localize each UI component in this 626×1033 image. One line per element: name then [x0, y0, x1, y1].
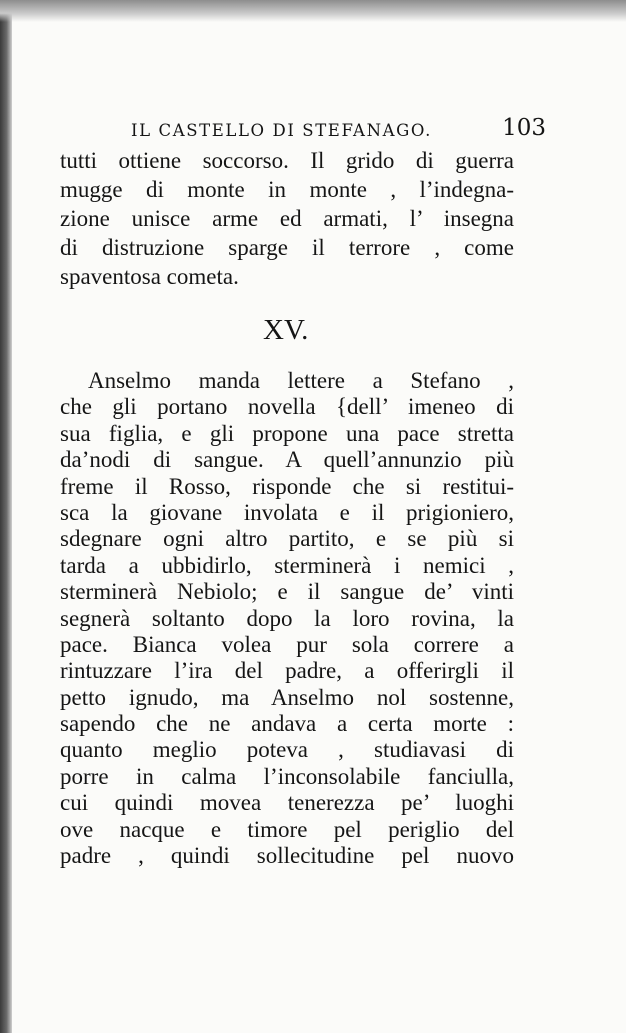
page-binding-edge	[0, 0, 12, 1033]
text-line: quanto meglio poteva , studiavasi di	[60, 737, 514, 763]
running-title: IL CASTELLO DI STEFANAGO.	[131, 121, 432, 140]
text-line: porre in calma l’inconsolabile fanciulla,	[60, 763, 514, 789]
paragraph-main	[60, 368, 514, 898]
chapter-heading: XV.	[263, 314, 309, 346]
text-line: sdegnare ogni altro partito, e se più si	[60, 526, 514, 552]
text-line: zione unisce arme ed armati, l’ insegna	[60, 206, 514, 231]
text-line: padre , quindi sollecitudine pel nuovo	[60, 843, 514, 869]
text-line: rintuzzare l’ira del padre, a offerirgli il	[60, 658, 514, 684]
text-line: freme il Rosso, risponde che si restitui-	[60, 473, 514, 499]
text-line: sca la giovane involata e il prigioniero,	[60, 499, 514, 525]
text-line: da’nodi di sangue. A quell’annunzio più	[60, 447, 514, 473]
page-top-edge	[0, 0, 626, 22]
text-line: di distruzione sparge il terrore , come	[60, 235, 514, 260]
paragraph-top	[60, 146, 514, 291]
text-line: Anselmo manda lettere a Stefano ,	[88, 368, 514, 393]
text-line: ove nacque e timore pel periglio del	[60, 816, 514, 842]
page-number: 103	[502, 115, 546, 141]
text-line: che gli portano novella {dell’ imeneo di	[60, 394, 514, 420]
text-line: tarda a ubbidirlo, sterminerà i nemici ,	[60, 552, 514, 578]
text-line: segnerà soltanto dopo la loro rovina, la	[60, 605, 514, 631]
text-line: petto ignudo, ma Anselmo nol sostenne,	[60, 684, 514, 710]
running-head	[131, 115, 546, 144]
text-line: pace. Bianca volea pur sola correre a	[60, 631, 514, 657]
text-line: sapendo che ne andava a certa morte :	[60, 711, 514, 737]
text-line: cui quindi movea tenerezza pe’ luoghi	[60, 790, 514, 816]
text-line: tutti ottiene soccorso. Il grido di guerra	[60, 148, 514, 173]
text-line: mugge di monte in monte , l’indegna-	[60, 177, 514, 202]
text-line: spaventosa cometa.	[60, 264, 239, 289]
text-line: sua figlia, e gli propone una pace stretta	[60, 420, 514, 446]
text-line: sterminerà Nebiolo; e il sangue de’ vinti	[60, 579, 514, 605]
